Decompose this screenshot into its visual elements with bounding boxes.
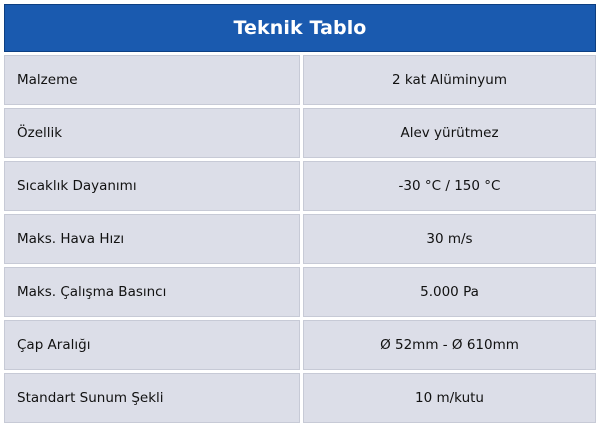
table-row-pressure (4, 267, 596, 317)
row-label: Standart Sunum Şekli (4, 373, 300, 423)
row-label: Özellik (4, 108, 300, 158)
row-label: Maks. Hava Hızı (4, 214, 300, 264)
row-value: 30 m/s (303, 214, 596, 264)
table-body (4, 55, 596, 426)
table-row-temperature (4, 161, 596, 211)
row-value: Ø 52mm - Ø 610mm (303, 320, 596, 370)
row-label: Çap Aralığı (4, 320, 300, 370)
row-label: Sıcaklık Dayanımı (4, 161, 300, 211)
row-value: -30 °C / 150 °C (303, 161, 596, 211)
row-value: 2 kat Alüminyum (303, 55, 596, 105)
row-label: Maks. Çalışma Basıncı (4, 267, 300, 317)
row-value: 10 m/kutu (303, 373, 596, 423)
table-title: Teknik Tablo (233, 17, 367, 39)
row-value: Alev yürütmez (303, 108, 596, 158)
table-row-air-speed (4, 214, 596, 264)
table-header (4, 4, 596, 52)
row-label: Malzeme (4, 55, 300, 105)
row-value: 5.000 Pa (303, 267, 596, 317)
table-row-material (4, 55, 596, 105)
table-row-feature (4, 108, 596, 158)
table-row-diameter (4, 320, 596, 370)
table-row-packaging (4, 373, 596, 423)
